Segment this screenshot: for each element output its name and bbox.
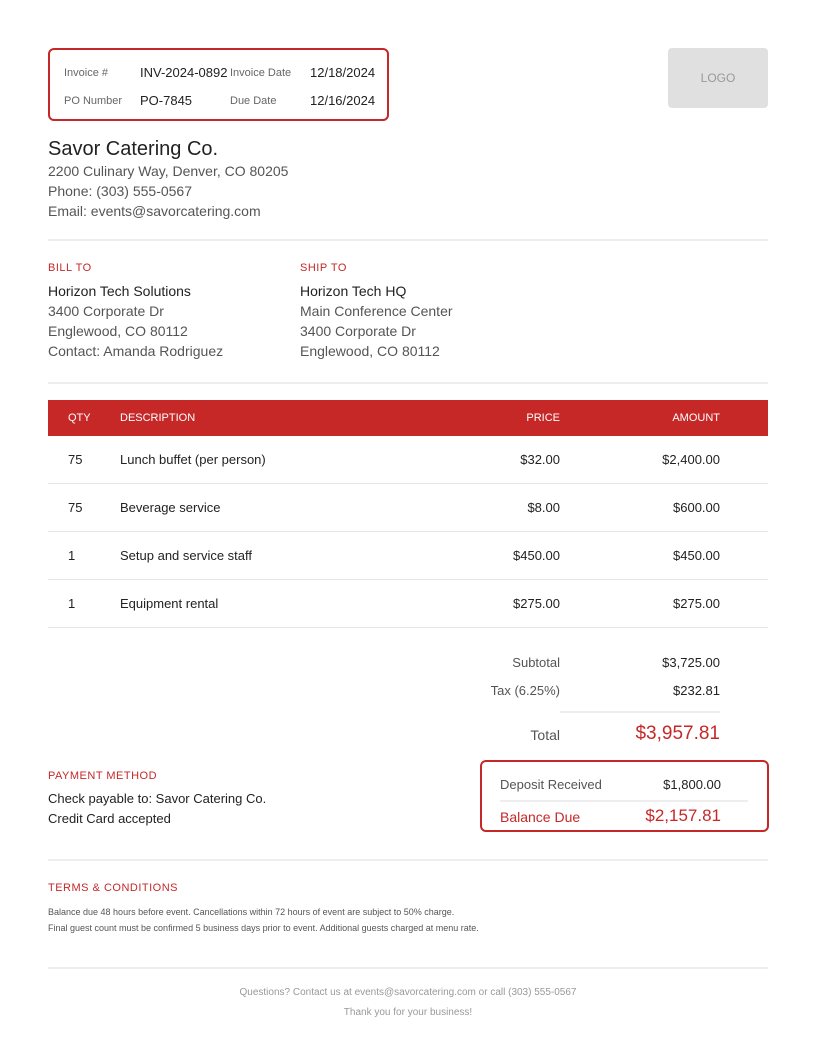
totals-divider	[560, 711, 720, 713]
table-row	[48, 580, 768, 628]
po-number: PO-7845	[140, 93, 193, 108]
balance-divider	[500, 800, 748, 802]
terms-label: TERMS & CONDITIONS	[48, 882, 179, 894]
header-qty: QTY	[68, 412, 91, 424]
table-row	[48, 484, 768, 532]
invoice-meta-box	[48, 48, 389, 121]
payment-line: Check payable to: Savor Catering Co.	[48, 791, 267, 806]
balance-due-value: $2,157.81	[645, 806, 721, 825]
ship-to-line: Main Conference Center	[300, 303, 453, 319]
divider	[48, 859, 768, 861]
cell-price: $32.00	[520, 452, 560, 467]
footer-contact: Questions? Contact us at events@savorcatering.com or call (303) 555-0567	[239, 987, 577, 998]
header-amount: AMOUNT	[672, 412, 720, 424]
invoice-number-label: Invoice #	[64, 67, 109, 79]
balance-box	[480, 760, 769, 832]
bill-to-label: BILL TO	[48, 262, 92, 274]
bill-to-name: Horizon Tech Solutions	[48, 283, 191, 299]
cell-qty: 1	[68, 548, 76, 563]
payment-method-label: PAYMENT METHOD	[48, 770, 158, 782]
ship-to-line: 3400 Corporate Dr	[300, 323, 416, 339]
invoice-date: 12/18/2024	[310, 65, 376, 80]
total-label: Total	[530, 727, 560, 743]
ship-to-label: SHIP TO	[300, 262, 347, 274]
table-row	[48, 436, 768, 484]
balance-due-label: Balance Due	[500, 809, 581, 825]
total-value: $3,957.81	[635, 723, 720, 744]
ship-to-name: Horizon Tech HQ	[300, 283, 407, 299]
company-phone: Phone: (303) 555-0567	[48, 183, 192, 199]
footer-thanks: Thank you for your business!	[343, 1007, 473, 1018]
cell-description: Setup and service staff	[120, 548, 253, 563]
bill-to-line: 3400 Corporate Dr	[48, 303, 164, 319]
divider	[48, 239, 768, 241]
table-row	[48, 532, 768, 580]
bill-to-line: Englewood, CO 80112	[48, 323, 188, 339]
company-address: 2200 Culinary Way, Denver, CO 80205	[48, 163, 289, 179]
terms-line: Final guest count must be confirmed 5 business days prior to event. Additional guests charged at menu rate.	[48, 923, 479, 933]
header-price: PRICE	[526, 412, 560, 424]
subtotal-label: Subtotal	[512, 655, 560, 670]
company-name: Savor Catering Co.	[48, 138, 219, 160]
divider	[48, 967, 768, 969]
ship-to-line: Englewood, CO 80112	[300, 343, 440, 359]
bill-to-line: Contact: Amanda Rodriguez	[48, 343, 224, 359]
cell-qty: 75	[68, 452, 83, 467]
due-date: 12/16/2024	[310, 93, 376, 108]
cell-amount: $2,400.00	[662, 452, 720, 467]
payment-line: Credit Card accepted	[48, 811, 171, 826]
cell-amount: $450.00	[673, 548, 720, 563]
subtotal-value: $3,725.00	[662, 655, 720, 670]
cell-description: Equipment rental	[120, 596, 219, 611]
deposit-value: $1,800.00	[663, 777, 721, 792]
header-description: DESCRIPTION	[120, 412, 196, 424]
cell-qty: 1	[68, 596, 76, 611]
cell-price: $275.00	[513, 596, 560, 611]
logo-placeholder: LOGO	[668, 48, 768, 108]
table-header	[48, 400, 768, 436]
tax-value: $232.81	[673, 683, 720, 698]
due-date-label: Due Date	[230, 95, 277, 107]
cell-amount: $600.00	[673, 500, 720, 515]
cell-qty: 75	[68, 500, 83, 515]
invoice-date-label: Invoice Date	[230, 67, 292, 79]
cell-description: Beverage service	[120, 500, 221, 515]
company-email: Email: events@savorcatering.com	[48, 203, 261, 219]
tax-label: Tax (6.25%)	[490, 683, 560, 698]
deposit-label: Deposit Received	[500, 777, 602, 792]
cell-price: $8.00	[527, 500, 560, 515]
cell-description: Lunch buffet (per person)	[120, 452, 266, 467]
cell-amount: $275.00	[673, 596, 720, 611]
po-number-label: PO Number	[64, 95, 123, 107]
divider	[48, 382, 768, 384]
invoice-number: INV-2024-0892	[140, 65, 228, 80]
terms-line: Balance due 48 hours before event. Cancellations within 72 hours of event are subject to 50% charge.	[48, 907, 455, 917]
cell-price: $450.00	[513, 548, 560, 563]
